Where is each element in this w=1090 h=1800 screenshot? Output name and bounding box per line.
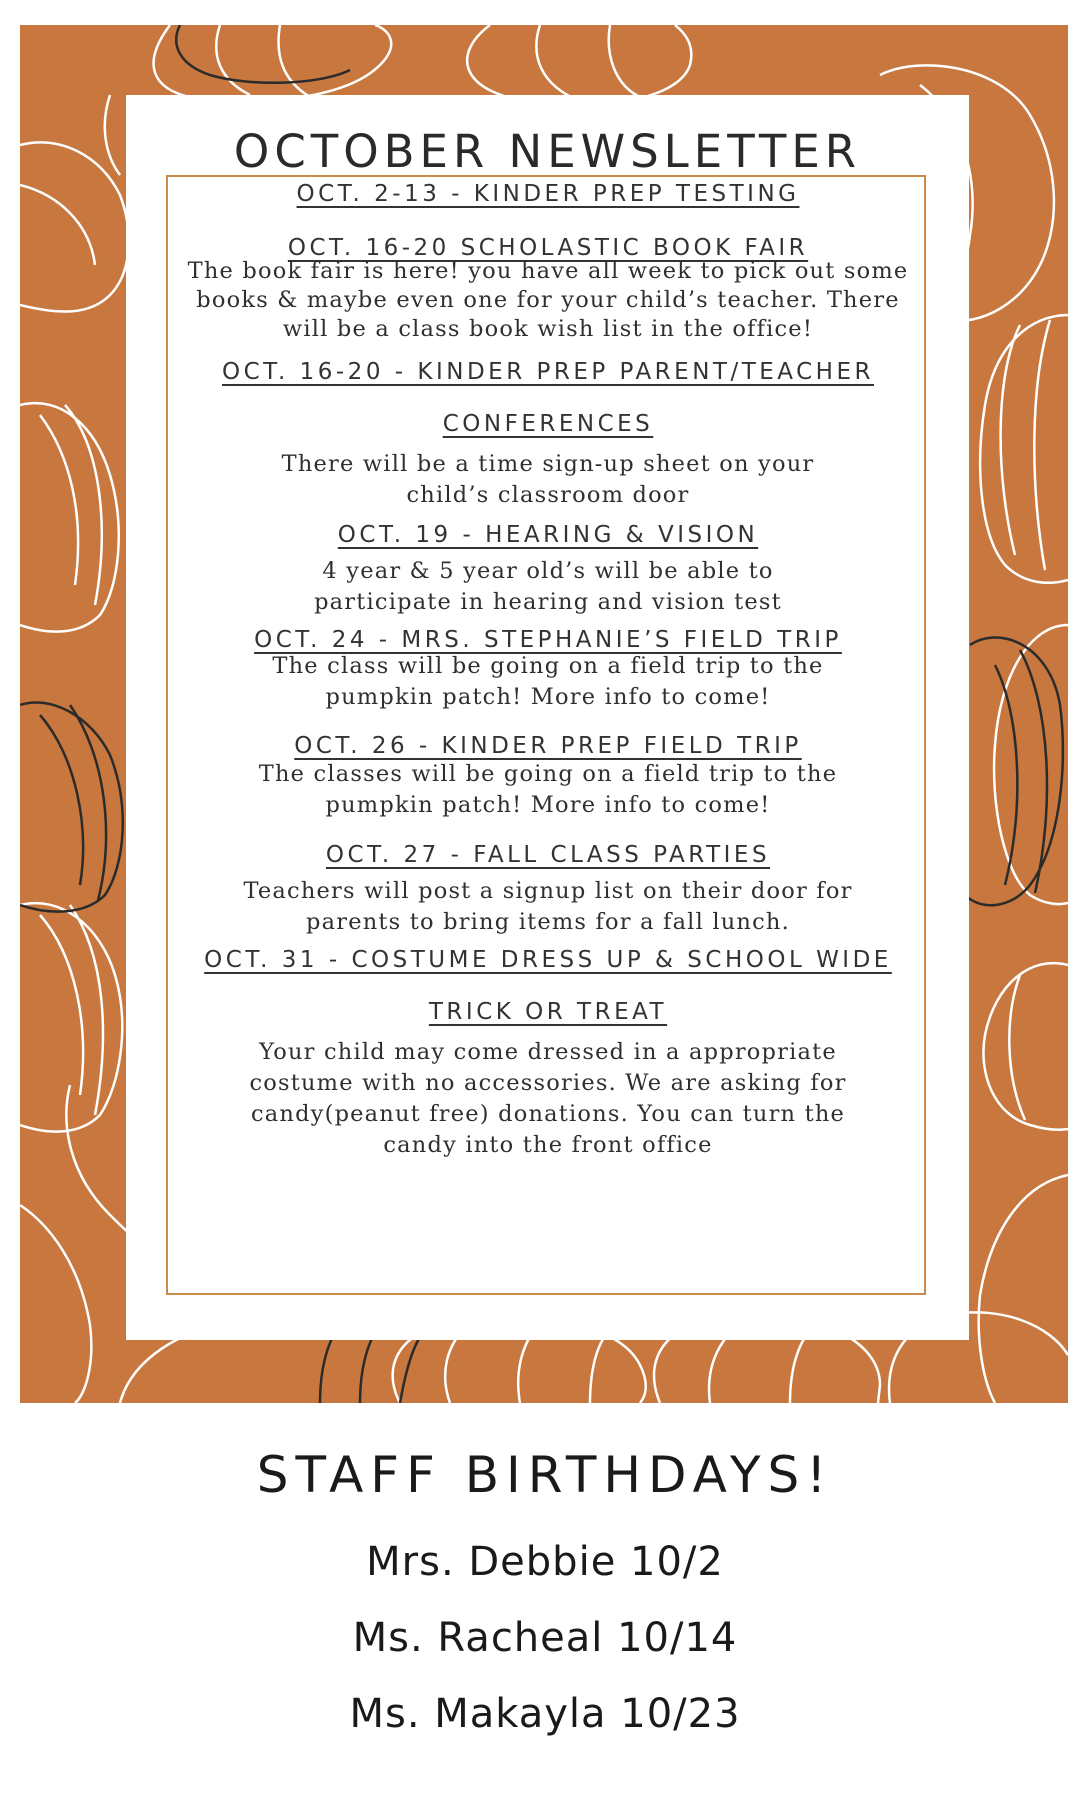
event-heading: OCT. 2-13 - KINDER PREP TESTING [296, 181, 800, 207]
event-body: The book fair is here! you have all week to pick out some books & maybe even one for your child’s teacher. There will be a class book wish list in the office! [187, 258, 909, 342]
newsletter-flyer [20, 25, 1068, 1403]
event-heading: OCT. 16-20 - KINDER PREP PARENT/TEACHER [222, 359, 874, 385]
events-frame [166, 175, 926, 1295]
event-heading: OCT. 16-20 SCHOLASTIC BOOK FAIR [287, 235, 809, 261]
event-heading: OCT. 27 - FALL CLASS PARTIES [325, 842, 771, 868]
staff-birthdays [0, 1440, 1090, 1752]
event-stephanie-field-trip [168, 627, 928, 713]
event-body: The classes will be going on a field trip to the pumpkin patch! More info to come! [258, 761, 838, 818]
event-heading: OCT. 24 - MRS. STEPHANIE’S FIELD TRIP [254, 627, 842, 653]
event-kinder-prep-testing [168, 181, 928, 207]
event-body: Teachers will post a signup list on their door for parents to bring items for a fall lunch. [243, 878, 853, 935]
event-body: Your child may come dressed in a appropriate costume with no accessories. We are asking for candy(peanut free) donations. You can turn the candy into the front office [249, 1039, 847, 1158]
newsletter-title: OCTOBER NEWSLETTER [233, 125, 862, 178]
newsletter-card [126, 95, 969, 1340]
event-heading-cont: CONFERENCES [442, 411, 654, 437]
event-body: There will be a time sign-up sheet on your child’s classroom door [281, 451, 815, 508]
event-heading-cont: TRICK OR TREAT [428, 999, 668, 1025]
birthday-entry: Ms. Racheal 10/14 [352, 1615, 738, 1661]
event-heading: OCT. 31 - COSTUME DRESS UP & SCHOOL WIDE [204, 947, 892, 973]
event-body: 4 year & 5 year old’s will be able to participate in hearing and vision test [314, 558, 782, 615]
event-body: The class will be going on a field trip to the pumpkin patch! More info to come! [272, 653, 824, 710]
event-hearing-vision [168, 522, 928, 618]
birthday-entry: Mrs. Debbie 10/2 [366, 1539, 724, 1585]
staff-birthdays-title: STAFF BIRTHDAYS! [256, 1446, 834, 1504]
event-book-fair [168, 235, 928, 344]
event-kinder-prep-field-trip [168, 733, 928, 821]
event-conferences [168, 359, 928, 511]
birthday-entry: Ms. Makayla 10/23 [349, 1691, 741, 1737]
event-heading: OCT. 26 - KINDER PREP FIELD TRIP [294, 733, 802, 759]
event-fall-class-parties [168, 842, 928, 938]
event-costume-dress-up [168, 947, 928, 1161]
event-heading: OCT. 19 - HEARING & VISION [337, 522, 759, 548]
